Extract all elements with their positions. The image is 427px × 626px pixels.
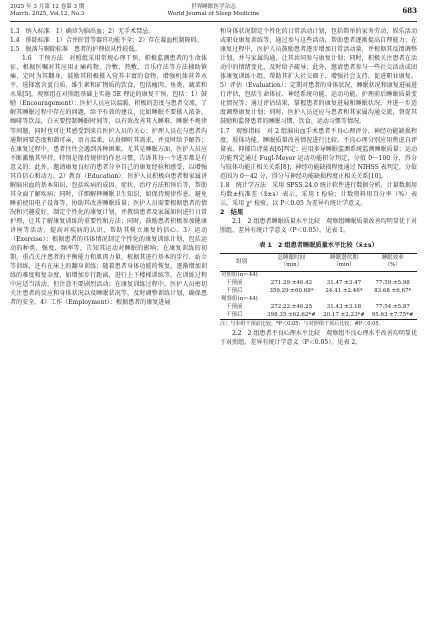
left-column	[10, 27, 207, 307]
table-cell: 观察组(n＝44)	[221, 295, 258, 302]
table-cell: 271.29 ±46.42	[270, 279, 313, 286]
table-row	[220, 303, 417, 311]
table-row	[220, 280, 417, 288]
journal-title	[10, 4, 417, 19]
paragraph-dropout: 1.5 脱落与剔除标准 患者的护理依从性较低。	[10, 46, 141, 54]
table-cell: 31.47 ±3.47	[326, 279, 362, 286]
table-cell	[263, 295, 319, 303]
table-row	[220, 271, 417, 279]
paragraph-psych-results: 2.2 2 组患者不良心理水平比较 观察组不良心理水平改善均明显优于对照组，差异有统计学意义（P＜0.05）。见表 2。	[220, 329, 417, 346]
table-cell	[320, 271, 369, 279]
table-cell: 31.43 ±3.18	[326, 303, 362, 310]
table-cell: 干预后	[220, 311, 263, 319]
table-cell: 24.41 ±2.46*	[325, 287, 363, 294]
journal-title-cn: 世界睡眠医学杂志	[191, 4, 236, 10]
right-column	[220, 27, 417, 347]
paragraph-statistics: 1.8 统计学方法 采用 SPSS 24.0 统计软件进行数据分析，计量数据用均数±标准差（x̄±s）表示，采用 t 检验；计数资料用百分率（%）表示，采用 χ² 检验，以 P＜0.05 为差异有统计学意义。	[220, 181, 417, 207]
page-number: 683	[402, 6, 417, 15]
table-cell: 77.54 ±5.87	[375, 303, 410, 310]
table-row	[220, 311, 417, 319]
paragraph-indicators: 1.7 观察指标 对 2 组脑出血手术患者不良心理评分、神经功能缺损程度、肢体功能、睡眠质量改善情况进行比较。不良心理分别应用焦虑自评量表、抑郁自评量表[6]判定；应用多导睡眠监测系统监测睡眠质量；运动功能判定通过 Fugl-Meyer 运动功能积分判定，分值 0～100 分，得分与肢体功能正相关关系[8]；神经功能缺损程度通过 NIHSS 表判定，分值范围为 0～42 分，得分与神经功能缺损程度正相关关系[10]。	[220, 127, 417, 180]
table-row	[220, 295, 417, 303]
paragraph-exclusion: 1.4 排除标准 1）合并肝肾等器官功能不全；2）存在凝血机制障碍。	[10, 37, 203, 45]
table-header-total-sleep: 总睡眠时间 （min）	[263, 254, 319, 271]
table-header-group: 组别	[220, 254, 263, 271]
section-heading-results: 2 结果	[220, 208, 244, 216]
paragraph-sleep-results: 2.1 2 组患者睡眠质量水平比较 观察组睡眠质量改善均明显优于对照组，差异有统计学意义（P＜0.05）。见表 1。	[220, 217, 417, 235]
table-caption: 表 1 2 组患者睡眠质量水平比较（x̄±s）	[259, 242, 378, 250]
sleep-quality-table	[220, 253, 417, 320]
paragraph-intervention: 1.6 干预方法 对照组采用常规心理干预，积极监测患者的生命体征，根据医嘱对其应用止痛药物、冷敷、热敷、音乐疗法等方法辅助镇痛，定时为其翻身，鼓励其积极摄入营养丰富的食物，增强机体营养水平，选择富含蛋白质、维生素和矿物质的饮食，包括瘦肉、鱼类、蔬菜和水果[5]。观察组在对照组基础上实施 5E 理论的康复干预，包括：1）鼓励（Encouragement）：医护人员应以温暖、积极的态度与患者交流，了解其睡眠过程中存在的问题，给予有效的建议，比如睡眠不要摄入浓茶、咖啡等饮品，白天要控制睡眠时间等，以有效改善其入睡难、睡眠不规律等问题，同时也可让其感受到来自医护人员的关心；护理人员在与患者沟通期间要态度和蔼可亲，语言温柔，认真倾听其需求，并及时给予解答；在康复过程中，患者往往会遇到各种困难，尤其是睡眠方面，医护人员应不断激励其坚持，特别是保持规律的作息习惯，告诉其每一个进步都是有意义的；此外，邀请康复良好的患者分享自己的康复经验和感受，以增强其自信心和动力。2）教育（Education）：医护人员积极向患者和家属讲解脑出血的基本知识，包括疾病的成因、症状、治疗方法和预后等，帮助其全面了解疾病；同时，详细解释睡眠卫生知识，如保持规律作息、避免睡前使用电子设备等，协助其改善睡眠质量；医护人员需要根据患者的情况和兴趣爱好，制定个性化的康复计划，并教给患者及家属如何进行日常护理，让其了解康复训练的重要性和方法；同时，鼓励患者积极参加健康讲座等活动，提高对疾病的认识，帮助其树立康复的信心。3）运动（Exercise）：根据患者的具体情况制定个性化的康复训练计划，包括运动的种类、强度、频率等，告知其运动对睡眠的影响；在康复训练的初期，重点关注患者的平衡能力和肌肉力量，根据其进行基本的步行、站立等训练，还有在床上的翻身训练；随着患者身体功能的恢复，逐渐增加训练的难度和复杂度，如增加步行距离，进行上下楼梯训练等，在训练过程中应适当活动，但注意不要剧烈活动；在康复训练过程中，医护人员密切关注患者的反应和身体状况以及睡眠状况等，及时调整训练计划，确保患者的安全。4）工作（Employment）：根据患者的康复进展	[10, 55, 207, 307]
table-cell: 359.29 ±60.68*	[269, 287, 314, 294]
header-rule	[10, 21, 417, 22]
journal-title-en: World Journal of Sleep Medicine	[167, 11, 260, 18]
table-cell	[368, 271, 417, 279]
table-cell: 95.63 ±7.75*#	[368, 311, 417, 319]
issue-cn: 2025 年 3 月第 12 卷第 3 期	[10, 4, 85, 10]
table-cell: 398.35 ±62.62*#	[263, 311, 319, 319]
table-row	[220, 288, 417, 296]
table-note: 注：与本组干预前比较，*P＜0.05；与对照组干预后比较，#P＜0.05。	[220, 321, 384, 328]
paragraph-continued: 和身体状况制定个性化的日常活动计划，包括简单的家务劳动、娱乐活动或职业康复训练等，通过参与这些活动，帮助患者逐渐提高自理能力；在康复过程中，医护人员鼓励患者逐步增加日常活动量，并根据其反馈调整计划，并与家属沟通，让其共同参与康复计划；同时，积极关注患者在活动中的情绪变化，及时给予疏导；此外，邀请患者参与一些社交活动或团体康复训练小组，帮助其扩大社交圈子，增强社会支持，促进职业康复。5）评估（Evaluation）：定期对患者的身体状况、睡眠状况和康复进展进行评估，包括生命体征、神经系统功能、运动功能、护理前后睡眠质量变化情况等；通过评估结果，掌握患者的康复进展和睡眠状况，并进一步适度调整康复计划；同时，医护人员还应与患者和其家属沟通交流，督促其鼓励和监督患者的睡眠习惯、饮食、运动习惯等情况。	[220, 28, 417, 126]
table-cell: 272.22 ±46.25	[270, 303, 313, 310]
issue-en: March. 2025, Vol.12, No.3	[10, 11, 85, 18]
paragraph-inclusion: 1.3 纳入标准 1）确诊为脑出血；2）无手术禁忌。	[10, 28, 155, 35]
table-cell	[368, 295, 417, 303]
table-cell: 干预前	[226, 303, 243, 310]
table-header-efficiency: 睡眠效率 （%）	[368, 254, 417, 271]
table-cell	[320, 295, 369, 303]
table-cell: 干预前	[226, 279, 243, 286]
table-cell	[263, 271, 319, 279]
table-cell: 77.59 ±5.98	[375, 279, 410, 286]
table-cell: 对照组(n＝44)	[221, 271, 258, 278]
page-header	[10, 4, 417, 22]
table-cell: 20.17 ±2.23*#	[320, 311, 369, 319]
table-header-latency: 睡眠潜伏期 （min）	[320, 254, 369, 271]
table-cell: 83.68 ±6.67*	[374, 287, 412, 294]
table-cell: 干预后	[226, 287, 243, 294]
